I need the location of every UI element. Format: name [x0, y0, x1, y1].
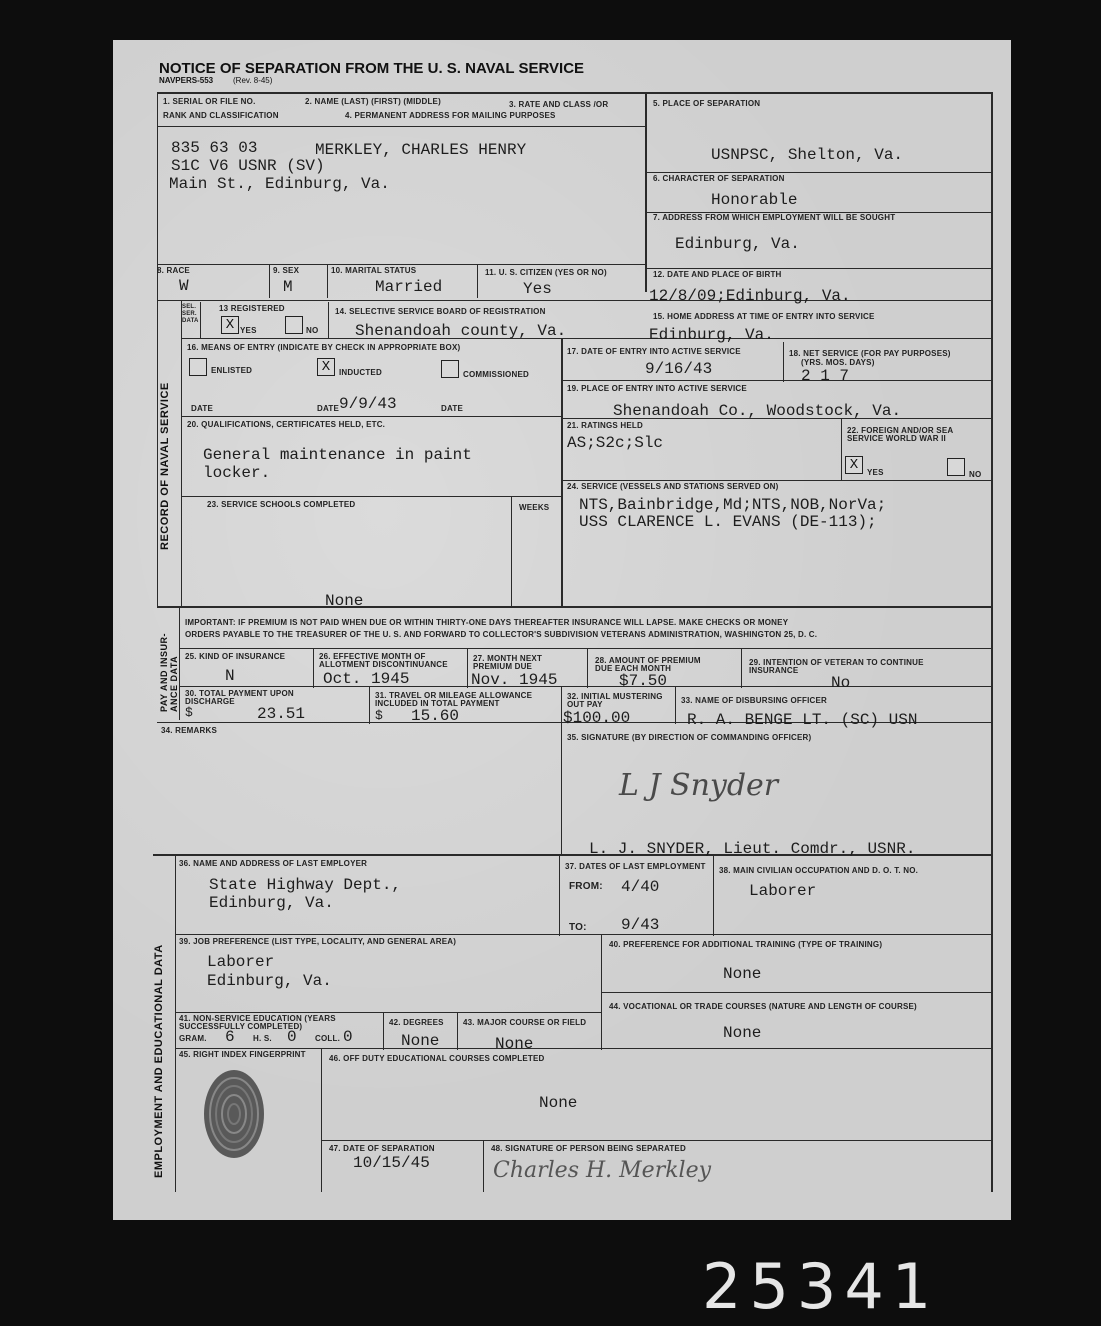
- degrees-value: None: [401, 1032, 440, 1050]
- form-title: NOTICE OF SEPARATION FROM THE U. S. NAVAL SERVICE: [159, 60, 585, 77]
- rule-selserv: [200, 302, 201, 338]
- label-registered-yes: YES: [240, 326, 257, 335]
- label-ratings: 21. RATINGS HELD: [567, 421, 643, 430]
- registered-yes-checkbox[interactable]: X: [221, 316, 239, 334]
- job-pref-line2: Edinburg, Va.: [207, 972, 332, 990]
- continue-insurance-value: No: [831, 674, 851, 692]
- label-premium-amount: 28. AMOUNT OF PREMIUM: [595, 656, 701, 665]
- co-name-value: L. J. SNYDER, Lieut. Comdr., USNR.: [589, 840, 916, 858]
- label-occupation: 38. MAIN CIVILIAN OCCUPATION AND D. O. T. NO.: [719, 866, 919, 875]
- record-section-label: RECORD OF NAVAL SERVICE: [159, 382, 171, 550]
- label-means-entry: 16. MEANS OF ENTRY (INDICATE BY CHECK IN APPROPRIATE BOX): [187, 343, 461, 352]
- label-permanent-address: 4. PERMANENT ADDRESS FOR MAILING PURPOSES: [345, 111, 556, 120]
- rule-row13: [157, 300, 992, 301]
- rule-row16: [181, 338, 992, 339]
- rule-30-31: [369, 686, 370, 724]
- rule-21-22: [841, 418, 842, 480]
- label-foreign-yes: YES: [867, 468, 884, 477]
- label-race: 8. RACE: [157, 266, 190, 275]
- label-inducted-date: DATE: [317, 404, 339, 413]
- job-pref-line1: Laborer: [207, 953, 275, 971]
- birth-value: 12/8/09;Edinburg, Va.: [649, 287, 851, 305]
- label-disbursing: 33. NAME OF DISBURSING OFFICER: [681, 696, 828, 705]
- label-travel: 31. TRAVEL OR MILEAGE ALLOWANCE: [375, 691, 533, 700]
- label-vocational: 44. VOCATIONAL OR TRADE COURSES (NATURE AND LENGTH OF COURSE): [609, 1002, 917, 1011]
- label-total-payment-b: DISCHARGE: [185, 697, 235, 706]
- label-remarks: 34. REMARKS: [161, 726, 217, 735]
- rule-row23: [181, 496, 562, 497]
- rule-row41: [175, 1012, 602, 1013]
- rule-row30: [179, 686, 992, 687]
- registered-no-checkbox[interactable]: [285, 316, 303, 334]
- label-net-service-units: (YRS. MOS. DAYS): [801, 358, 875, 367]
- label-citizen: 11. U. S. CITIZEN (YES OR NO): [485, 268, 607, 277]
- label-fingerprint: 45. RIGHT INDEX FINGERPRINT: [179, 1050, 306, 1059]
- hs-value: 0: [287, 1028, 297, 1046]
- travel-value: 15.60: [411, 707, 460, 725]
- rule-header-sep: [157, 126, 645, 127]
- label-service-vessels: 24. SERVICE (VESSELS AND STATIONS SERVED ON): [567, 482, 779, 491]
- rule-row20: [181, 416, 562, 417]
- archive-stamp-number: 25341: [702, 1250, 940, 1323]
- rule-left: [157, 92, 158, 606]
- label-weeks: WEEKS: [519, 503, 550, 512]
- rule-27-28: [587, 648, 588, 688]
- rule-row12: [645, 268, 992, 269]
- label-mustering: 32. INITIAL MUSTERING: [567, 692, 663, 701]
- entry-date-value: 9/16/43: [645, 360, 713, 378]
- label-continue-insurance-b: INSURANCE: [749, 666, 799, 675]
- rule-row8: [157, 264, 645, 265]
- label-marital: 10. MARITAL STATUS: [331, 266, 417, 275]
- label-schools: 23. SERVICE SCHOOLS COMPLETED: [207, 500, 356, 509]
- label-separation-date: 47. DATE OF SEPARATION: [329, 1144, 435, 1153]
- fingerprint-image: [199, 1064, 269, 1164]
- rule-41-42: [383, 1012, 384, 1050]
- rate-value: S1C V6 USNR (SV): [171, 157, 325, 175]
- place-separation-value: USNPSC, Shelton, Va.: [711, 146, 904, 164]
- rule-13-14: [328, 302, 329, 338]
- major-value: None: [495, 1035, 534, 1053]
- pay-section-label: PAY AND INSUR- ANCE DATA: [159, 632, 179, 712]
- disbursing-value: R. A. BENGE LT. (SC) USN: [687, 711, 918, 729]
- race-value: W: [179, 277, 189, 295]
- label-travel-b: INCLUDED IN TOTAL PAYMENT: [375, 699, 500, 708]
- name-value: MERKLEY, CHARLES HENRY: [315, 141, 527, 159]
- label-gram: GRAM.: [179, 1034, 207, 1043]
- employment-address-value: Edinburg, Va.: [675, 235, 800, 253]
- label-serial: 1. SERIAL OR FILE NO.: [163, 97, 256, 106]
- entry-place-value: Shenandoah Co., Woodstock, Va.: [613, 402, 902, 420]
- label-home-address: 15. HOME ADDRESS AT TIME OF ENTRY INTO SERVICE: [653, 312, 875, 321]
- label-foreign-service: 22. FOREIGN AND/OR SEA: [847, 426, 954, 435]
- co-signature: L J Snyder: [619, 768, 779, 803]
- rule-pay-top: [157, 606, 992, 608]
- label-sex: 9. SEX: [273, 266, 300, 275]
- coll-value: 0: [343, 1028, 353, 1046]
- employer-line1: State Highway Dept.,: [209, 876, 402, 894]
- employer-line2: Edinburg, Va.: [209, 894, 334, 912]
- rule-36-37: [559, 856, 560, 936]
- rule-47-48: [483, 1140, 484, 1192]
- separation-date-value: 10/15/45: [353, 1154, 430, 1172]
- rule-26-27: [467, 648, 468, 688]
- next-premium-value: Nov. 1945: [471, 671, 558, 689]
- rule-row19: [561, 380, 992, 381]
- occupation-value: Laborer: [749, 882, 817, 900]
- label-commissioned-date: DATE: [441, 404, 463, 413]
- vocational-value: None: [723, 1024, 762, 1042]
- rule-row47: [321, 1140, 992, 1141]
- label-training: 40. PREFERENCE FOR ADDITIONAL TRAINING (TYPE OF TRAINING): [609, 940, 883, 949]
- label-birth: 12. DATE AND PLACE OF BIRTH: [653, 270, 782, 279]
- off-duty-value: None: [539, 1094, 578, 1112]
- label-place-separation: 5. PLACE OF SEPARATION: [653, 99, 761, 108]
- home-address-value: Edinburg, Va.: [649, 326, 774, 344]
- enlisted-checkbox[interactable]: [189, 358, 207, 376]
- foreign-yes-checkbox[interactable]: X: [845, 456, 863, 474]
- rule-42-43: [457, 1012, 458, 1050]
- rule-row44: [601, 992, 992, 993]
- premium-amount-value: $7.50: [619, 672, 668, 690]
- label-allotment: 26. EFFECTIVE MONTH OF: [319, 652, 426, 661]
- label-character: 6. CHARACTER OF SEPARATION: [653, 174, 785, 183]
- employment-section-label: EMPLOYMENT AND EDUCATIONAL DATA: [153, 944, 165, 1178]
- form-revision: (Rev. 8-45): [233, 76, 273, 85]
- rule-pay-vert: [179, 608, 180, 720]
- net-service-value: 2 1 7: [801, 367, 850, 385]
- label-foreign-service-ww2: SERVICE WORLD WAR II: [847, 434, 946, 443]
- character-value: Honorable: [711, 191, 798, 209]
- label-registered-no: NO: [306, 326, 319, 335]
- label-coll: COLL.: [315, 1034, 340, 1043]
- inducted-checkbox[interactable]: X: [317, 358, 335, 376]
- label-degrees: 42. DEGREES: [389, 1018, 444, 1027]
- label-mustering-b: OUT PAY: [567, 700, 603, 709]
- label-name: 2. NAME (LAST) (FIRST) (MIDDLE): [305, 97, 441, 106]
- label-total-payment: 30. TOTAL PAYMENT UPON: [185, 689, 294, 698]
- rule-col-mid: [561, 338, 563, 606]
- label-selserv: SEL. SER. DATA: [182, 304, 199, 324]
- label-last-employer: 36. NAME AND ADDRESS OF LAST EMPLOYER: [179, 859, 368, 868]
- label-inducted: INDUCTED: [339, 368, 382, 377]
- total-payment-sign: $: [185, 705, 193, 720]
- rule-row39: [175, 934, 992, 935]
- rule-row45: [175, 1048, 992, 1049]
- label-allotment-b: ALLOTMENT DISCONTINUANCE: [319, 660, 448, 669]
- ratings-value: AS;S2c;Slc: [567, 434, 664, 452]
- rule-28-29: [741, 648, 742, 688]
- label-registered: 13 REGISTERED: [219, 304, 285, 313]
- rule-right: [991, 92, 993, 1192]
- label-enlisted: ENLISTED: [211, 366, 253, 375]
- label-member-signature: 48. SIGNATURE OF PERSON BEING SEPARATED: [491, 1144, 686, 1153]
- schools-value: None: [325, 592, 364, 610]
- label-from: FROM:: [569, 881, 603, 892]
- important-line2: ORDERS PAYABLE TO THE TREASURER OF THE U. S. AND FORWARD TO COLLECTOR'S SUBDIVISION VETERANS ADMINISTRATION, WASHINGTON 25, D. C.: [185, 630, 818, 639]
- rule-top: [157, 92, 992, 94]
- label-non-service-education-b: SUCCESSFULLY COMPLETED): [179, 1022, 303, 1031]
- label-net-service: 18. NET SERVICE (FOR PAY PURPOSES): [789, 349, 951, 358]
- gram-value: 6: [225, 1028, 235, 1046]
- label-continue-insurance: 29. INTENTION OF VETERAN TO CONTINUE: [749, 658, 924, 667]
- label-rank: RANK AND CLASSIFICATION: [163, 111, 279, 120]
- label-premium-amount-b: DUE EACH MONTH: [595, 664, 672, 673]
- from-date-value: 4/40: [621, 878, 660, 896]
- rule-weeks: [511, 496, 512, 606]
- member-signature: Charles H. Merkley: [493, 1158, 712, 1183]
- label-next-premium-b: PREMIUM DUE: [473, 662, 533, 671]
- citizen-value: Yes: [523, 280, 552, 298]
- commissioned-checkbox[interactable]: [441, 360, 459, 378]
- service-line2: USS CLARENCE L. EVANS (DE-113);: [579, 513, 877, 531]
- qualifications-line1: General maintenance in paint: [203, 446, 472, 464]
- important-line1: IMPORTANT: IF PREMIUM IS NOT PAID WHEN DUE OR WITHIN THIRTY-ONE DAYS THEREAFTER INSURANCE WILL LAPSE. MAKE CHECKS OR MONEY: [185, 618, 789, 627]
- to-date-value: 9/43: [621, 916, 660, 934]
- rule-31-32: [561, 686, 562, 724]
- qualifications-line2: locker.: [203, 464, 271, 482]
- rule-row24: [561, 480, 992, 481]
- label-board: 14. SELECTIVE SERVICE BOARD OF REGISTRATION: [335, 307, 546, 316]
- mustering-value: $100.00: [563, 709, 631, 727]
- serial-value: 835 63 03: [171, 139, 258, 157]
- label-hs: H. S.: [253, 1034, 272, 1043]
- rule-9-10: [327, 264, 328, 298]
- total-payment-value: 23.51: [257, 705, 306, 723]
- foreign-no-checkbox[interactable]: [947, 458, 965, 476]
- label-commissioned: COMMISSIONED: [463, 370, 529, 379]
- inducted-date-value: 9/9/43: [339, 395, 397, 413]
- address-value: Main St., Edinburg, Va.: [169, 175, 390, 193]
- rule-5-6: [645, 172, 992, 173]
- rule-34-35: [561, 724, 562, 854]
- allotment-value: Oct. 1945: [323, 670, 410, 688]
- label-off-duty: 46. OFF DUTY EDUCATIONAL COURSES COMPLETED: [329, 1054, 545, 1063]
- label-insurance-kind: 25. KIND OF INSURANCE: [185, 652, 286, 661]
- sex-value: M: [283, 278, 293, 296]
- label-non-service-education: 41. NON-SERVICE EDUCATION (YEARS: [179, 1014, 336, 1023]
- separation-notice-form: [113, 40, 1011, 1220]
- label-job-preference: 39. JOB PREFERENCE (LIST TYPE, LOCALITY, AND GENERAL AREA): [179, 937, 457, 946]
- label-enlisted-date: DATE: [191, 404, 213, 413]
- rule-10-11: [477, 264, 478, 298]
- service-line1: NTS,Bainbridge,Md;NTS,NOB,NorVa;: [579, 496, 887, 514]
- label-major: 43. MAJOR COURSE OR FIELD: [463, 1018, 587, 1027]
- label-employment-dates: 37. DATES OF LAST EMPLOYMENT: [565, 862, 706, 871]
- label-to: TO:: [569, 922, 587, 933]
- rule-17-18: [783, 342, 784, 382]
- rule-32-33: [675, 686, 676, 724]
- label-co-signature: 35. SIGNATURE (BY DIRECTION OF COMMANDING OFFICER): [567, 733, 812, 742]
- form-number: NAVPERS-553: [159, 76, 214, 85]
- rule-25-26: [313, 648, 314, 688]
- label-qualifications: 20. QUALIFICATIONS, CERTIFICATES HELD, ETC.: [187, 420, 386, 429]
- label-entry-place: 19. PLACE OF ENTRY INTO ACTIVE SERVICE: [567, 384, 747, 393]
- insurance-kind-value: N: [225, 667, 235, 685]
- training-value: None: [723, 965, 762, 983]
- rule-37-38: [713, 856, 714, 936]
- label-employment-address: 7. ADDRESS FROM WHICH EMPLOYMENT WILL BE SOUGHT: [653, 213, 896, 222]
- travel-sign: $: [375, 708, 383, 723]
- label-entry-date: 17. DATE OF ENTRY INTO ACTIVE SERVICE: [567, 347, 741, 356]
- rule-emp-vert: [175, 856, 176, 1192]
- rule-row25: [179, 648, 992, 649]
- rule-8-9: [269, 264, 270, 298]
- rule-record-vert: [181, 300, 182, 606]
- marital-value: Married: [375, 278, 443, 296]
- label-next-premium: 27. MONTH NEXT: [473, 654, 543, 663]
- label-foreign-no: NO: [969, 470, 982, 479]
- rule-45-46: [321, 1048, 322, 1192]
- rule-col-right-top: [645, 92, 647, 292]
- board-value: Shenandoah county, Va.: [355, 322, 567, 340]
- label-rate: 3. RATE AND CLASS /OR: [509, 100, 609, 109]
